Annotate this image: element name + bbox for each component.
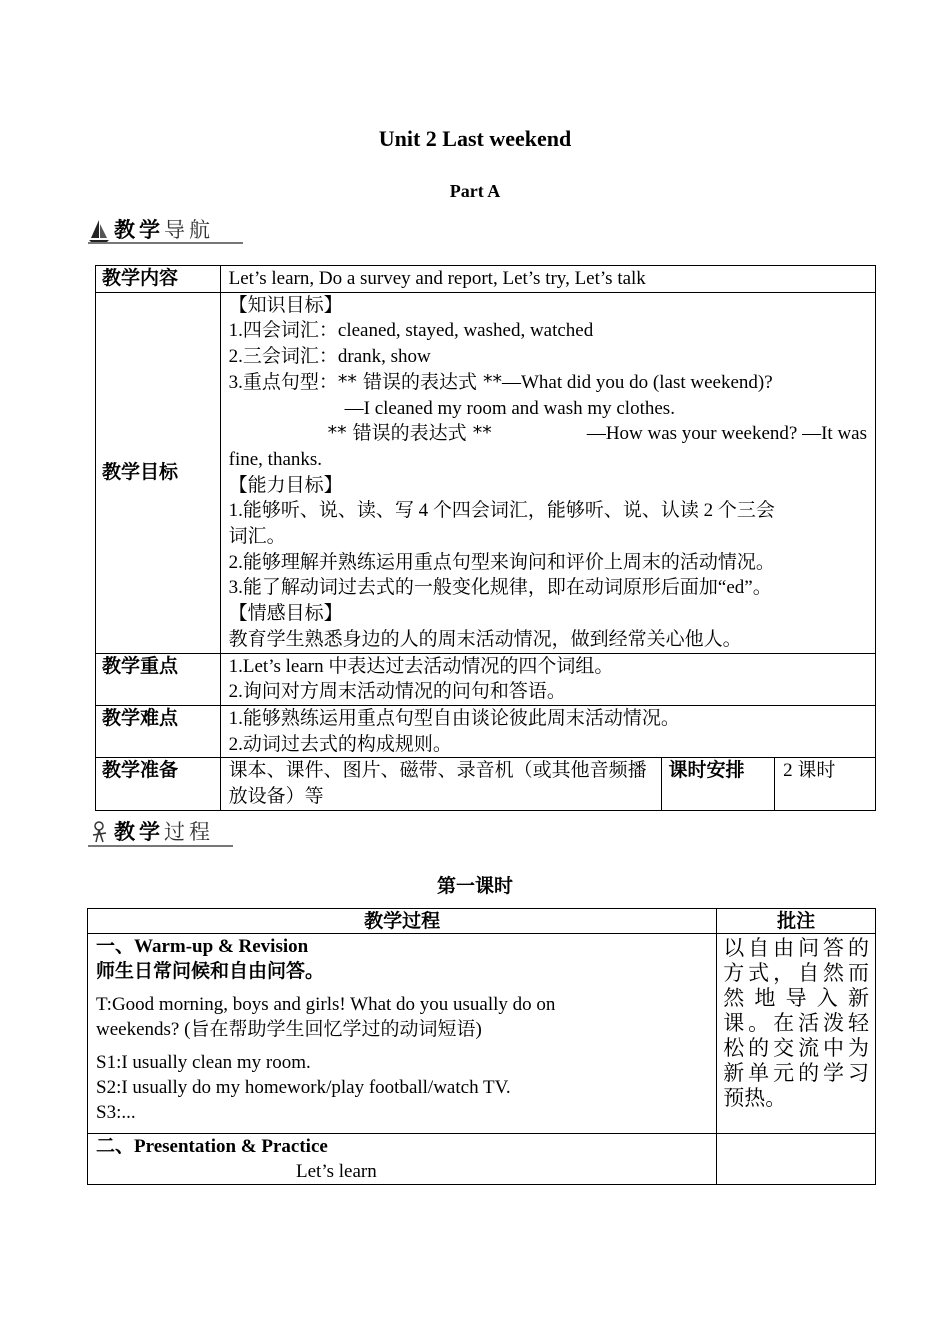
value-difficult-points: [220, 705, 875, 757]
value-goals: [220, 292, 875, 653]
sailboat-icon: [88, 218, 110, 244]
key-point-1: 1.Let’s learn 中表达过去活动情况的四个词组。: [228, 654, 614, 677]
step-1-content: [88, 934, 717, 1134]
step-1-subtitle: 师生日常问候和自由问答。: [96, 960, 325, 982]
ability-item-2: 2.能够理解并熟练运用重点句型来询问和评价上周末的活动情况。: [228, 550, 775, 573]
ability-item-1: 1.能够听、说、读、写 4 个四会词汇，能够听、说、认读 2 个三会: [228, 499, 775, 522]
teaching-process-table: [87, 908, 876, 1185]
banner-guide-bold: 教学: [114, 218, 164, 242]
process-step-2: [88, 1134, 876, 1185]
banner-process-light: 过程: [164, 820, 214, 844]
label-schedule: 课时安排: [662, 758, 775, 810]
banner-process-bold: 教学: [114, 820, 164, 844]
ability-item-1-cont: 词汇。: [228, 525, 286, 548]
difficult-point-1: 1.能够熟练运用重点句型自由谈论彼此周末活动情况。: [228, 706, 680, 729]
ability-item-3: 3.能了解动词过去式的一般变化规律，即在动词原形后面加“ed”。: [228, 576, 772, 599]
knowledge-item-2: 2.三会词汇：drank, show: [228, 345, 431, 368]
knowledge-item-1: 1.四会词汇：cleaned, stayed, washed, watched: [228, 319, 594, 342]
step-1-teacher-line-2: weekends? (旨在帮助学生回忆学过的动词短语): [96, 1018, 482, 1040]
knowledge-heading: 【知识目标】: [228, 293, 343, 316]
pencil-figure-icon: [88, 820, 110, 846]
step-1-student-1: S1:I usually clean my room.: [96, 1052, 311, 1073]
label-content: 教学内容: [96, 266, 221, 293]
teaching-process-banner: [88, 812, 214, 846]
document-subtitle: Part A: [449, 181, 501, 201]
knowledge-item-3-second: ** 错误的表达式 ** —How was your weekend? —It was: [327, 422, 867, 445]
document-title: Unit 2 Last weekend: [378, 126, 572, 151]
process-step-1: [88, 934, 876, 1134]
step-1-student-3: S3:...: [96, 1102, 136, 1123]
value-key-points: [220, 653, 875, 705]
process-header-row: [88, 909, 876, 934]
step-2-content: [88, 1134, 717, 1185]
step-1-title: 一、Warm-up & Revision: [96, 935, 309, 957]
value-content: Let’s learn, Do a survey and report, Let’s try, Let’s talk: [220, 266, 875, 293]
row-goals: [96, 292, 876, 653]
lesson-overview-table: [95, 265, 876, 811]
step-2-subtitle: Let’s learn: [296, 1161, 377, 1182]
knowledge-item-3: 3.重点句型：** 错误的表达式 **—What did you do (last weekend)?: [228, 370, 773, 393]
label-preparation: 教学准备: [96, 758, 221, 810]
label-key-points: 教学重点: [96, 653, 221, 705]
label-difficult-points: 教学难点: [96, 705, 221, 757]
row-preparation: [96, 758, 876, 810]
step-1-student-2: S2:I usually do my homework/play football/watch TV.: [96, 1077, 511, 1098]
label-goals: 教学目标: [96, 292, 221, 653]
row-key-points: [96, 653, 876, 705]
step-1-teacher-line-1: T:Good morning, boys and girls! What do you usually do on: [96, 994, 556, 1015]
step-2-note: [717, 1134, 876, 1185]
header-process: 教学过程: [88, 909, 717, 934]
ability-heading: 【能力目标】: [228, 473, 343, 496]
header-note: 批注: [717, 909, 876, 934]
value-schedule: 2 课时: [775, 758, 876, 810]
banner-underline-2: [88, 845, 233, 847]
emotion-item-1: 教育学生熟悉身边的人的周末活动情况，做到经常关心他人。: [228, 627, 742, 650]
banner-underline: [88, 242, 243, 244]
difficult-point-2: 2.动词过去式的构成规则。: [228, 732, 452, 755]
lesson-title: 第一课时: [436, 875, 513, 897]
knowledge-item-3-cont: fine, thanks.: [228, 448, 323, 470]
row-content: [96, 266, 876, 293]
teaching-guide-banner: [88, 210, 214, 244]
emotion-heading: 【情感目标】: [228, 602, 343, 625]
banner-guide-light: 导航: [164, 218, 214, 242]
key-point-2: 2.询问对方周末活动情况的问句和答语。: [228, 680, 566, 703]
row-difficult-points: [96, 705, 876, 757]
step-1-note: 以自由问答的方式，自然而然地导入新课。在活泼轻松的交流中为新单元的学习预热。: [717, 934, 876, 1134]
value-preparation: 课本、课件、图片、磁带、录音机（或其他音频播放设备）等: [220, 758, 662, 810]
step-2-title: 二、Presentation & Practice: [96, 1135, 328, 1157]
knowledge-item-3-answer: —I cleaned my room and wash my clothes.: [344, 397, 675, 419]
